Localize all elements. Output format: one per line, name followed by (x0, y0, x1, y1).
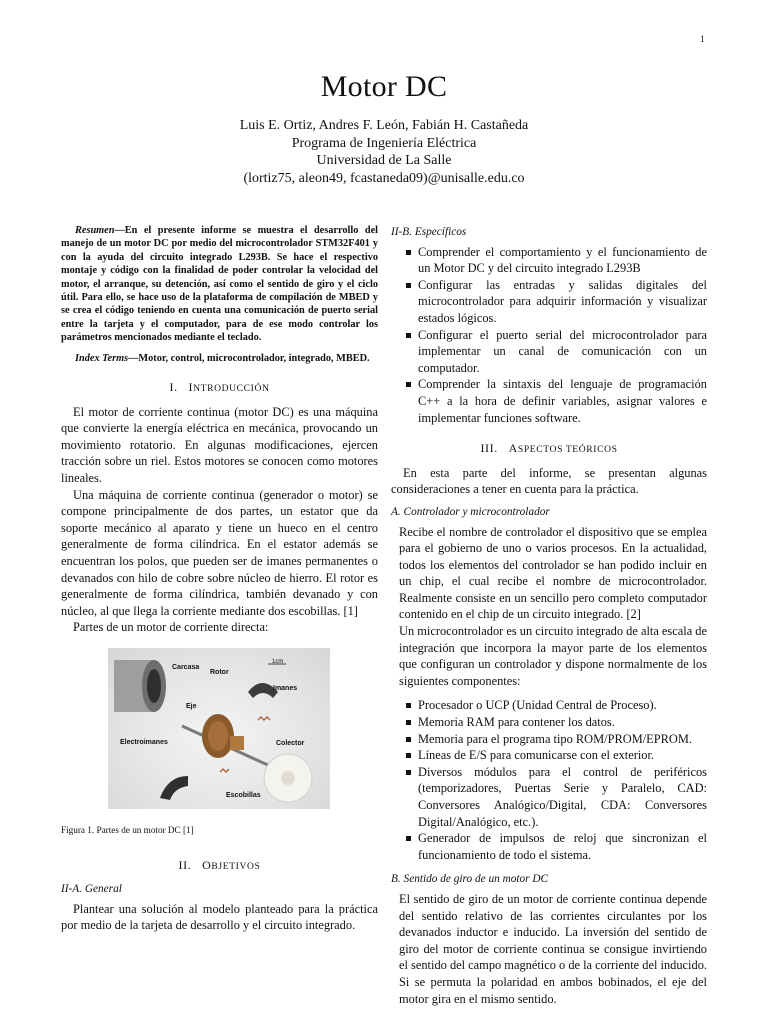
list-item (391, 697, 707, 714)
label-electroimanes: Electroimanes (120, 738, 168, 746)
label-imanes: Imanes (273, 684, 298, 692)
author-names: Luis E. Ortiz, Andres F. León, Fabián H. Castañeda (239, 118, 529, 133)
abstract (61, 224, 378, 345)
left-column (61, 224, 378, 934)
list-item-text: Generador de impulsos de reloj que sincronizan el funcionamiento de todo el sistema. (418, 831, 707, 862)
end-cap-hub (281, 771, 295, 785)
bullet-icon (406, 250, 411, 255)
list-item-text: Configurar el puerto serial del microcontrolador para implementar un canal de comunicación con un computador. (418, 327, 707, 375)
list-item (391, 747, 707, 764)
paragraph: Partes de un motor de corriente directa: (73, 620, 269, 635)
label-rotor: Rotor (210, 668, 229, 676)
section-number: I. (169, 380, 178, 395)
section-number: II. (178, 857, 192, 872)
paragraph: Una máquina de corriente continua (generador o motor) se compone principalmente de dos partes, un estator que da soporte mecánico al aparato y tiene un hueco en el centro generalmente de forma cilíndrica. En el estator además se encuentran los polos, que pueden ser de imanes permanentes o devanados con hilo de cobre sobre núcleo de hierro. El rotor es generalmente de forma cilíndrica, también devanado y con núcleo, al que llega la corriente mediante dos escobillas. [1] (61, 487, 378, 618)
paper-title: Motor DC (320, 70, 448, 103)
label-scale: 1cm (272, 658, 284, 665)
label-eje: Eje (186, 702, 197, 710)
label-colector: Colector (276, 739, 305, 747)
bullet-icon (406, 703, 411, 708)
subsection-general: II-A. General (61, 883, 122, 896)
list-item (391, 731, 707, 748)
author-block (0, 117, 768, 187)
section-title-rest: BJETIVOS (211, 860, 261, 872)
list-item-text: Configurar las entradas y salidas digitales del microcontrolador para adquirir información y visualizar estados lógicos. (418, 277, 707, 325)
section-title-rest: SPECTOS TEÓRICOS (517, 444, 618, 456)
list-item-text: Memoria RAM para contener los datos. (418, 715, 615, 730)
subsection-controlador: A. Controlador y microcontrolador (391, 505, 550, 518)
spring-1 (258, 717, 270, 720)
figure-caption: Figura 1. Partes de un motor DC [1] (61, 824, 194, 835)
list-item (391, 244, 707, 277)
paragraph: El motor de corriente continua (motor DC) es una máquina que convierte la energía eléctrica en mecánica, provocando un movimiento rotatorio. En algunas modificaciones, ejercen tracción sobre un riel. Estos motores se conocen como motores lineales. (61, 404, 378, 486)
abstract-text: —En el presente informe se muestra el desarrollo del manejo de un motor DC por medio del microcontrolador STM32F401 y con la ayuda del circuito integrado L293B. Se hace el respectivo montaje y código con la finalidad de poder controlar la velocidad del motor, el arranque, su detención, así como el sentido de giro y el ciclo útil. Para ello, se hace uso de la plataforma de compilación de MBED y se crea el código teniendo en cuenta una comunicación de puerto serial entre la tarjeta y el computador, para de ese modo controlar los parámetros mencionados mediante el teclado. (61, 225, 378, 344)
label-escobillas: Escobillas (226, 791, 261, 799)
bullet-icon (406, 770, 411, 775)
abstract-lead: Resumen (75, 225, 115, 236)
list-item (391, 830, 707, 863)
index-terms-lead: Index Terms (75, 352, 129, 364)
subsection-especificos: II-B. Específicos (391, 226, 467, 238)
list-item-text: Diversos módulos para el control de periféricos (temporizadores, Puertas Serie y Paralelo, CAD: Conversores Analógico/Digital, CDA: Conversores Digital/Analógico, etc.). (418, 764, 707, 829)
bullet-icon (406, 836, 411, 841)
author-emails: (lortiz75, aleon49, fcastaneda09)@unisalle.edu.co (243, 170, 525, 186)
rotor-core (208, 721, 228, 751)
section-heading-objetivos (61, 857, 378, 876)
bullet-icon (406, 382, 411, 387)
section-title-initial: A (508, 441, 518, 456)
list-item (391, 714, 707, 731)
list-item (391, 277, 707, 327)
motor-parts-figure (108, 648, 330, 809)
specific-objectives-list (391, 244, 707, 427)
bullet-icon (406, 737, 411, 742)
author-university: Universidad de La Salle (316, 153, 452, 168)
paragraph: Un microcontrolador es un circuito integrado de alta escala de integración que incorpora la mayor parte de los elementos que configuran un controlador y dispone normalmente de los siguientes componentes: (399, 624, 707, 688)
magnet-bottom (160, 776, 188, 800)
commutator (230, 736, 244, 750)
index-terms (61, 352, 378, 365)
section-title-initial: O (202, 857, 212, 872)
section-heading-introduccion (61, 379, 378, 398)
index-terms-text: —Motor, control, microcontrolador, integrado, MBED. (128, 352, 370, 364)
bullet-icon (406, 753, 411, 758)
author-program: Programa de Ingeniería Eléctrica (291, 135, 477, 151)
bullet-icon (406, 720, 411, 725)
right-column (391, 224, 707, 1007)
bullet-icon (406, 283, 411, 288)
page-number: 1 (700, 34, 705, 44)
list-item-text: Comprender la sintaxis del lenguaje de programación C++ a la hora de definir variables, asignar valores e implementar funciones software. (418, 377, 707, 425)
list-item-text: Procesador o UCP (Unidad Central de Proceso). (418, 698, 657, 713)
section-heading-aspectos (391, 440, 707, 459)
spring-2 (220, 769, 229, 772)
list-item (391, 376, 707, 426)
section-number: III. (480, 441, 498, 456)
components-list (391, 697, 707, 863)
bullet-icon (406, 333, 411, 338)
paragraph: El sentido de giro de un motor de corriente continua depende del sentido relativo de las corrientes circulantes por los devanados inductor e inducido. La inversión del sentido de giro del motor de corriente continua se consigue invirtiendo el sentido del campo magnético o de la corriente del inducido. Si se permuta la polaridad en ambos bobinados, el eje del motor gira en el mismo sentido. (399, 891, 707, 1006)
subsection-sentido-giro: B. Sentido de giro de un motor DC (391, 873, 549, 886)
housing-opening (147, 669, 161, 703)
paragraph: En esta parte del informe, se presentan algunas consideraciones a tener en cuenta para la práctica. (391, 465, 707, 497)
paragraph: Plantear una solución al modelo planteado para la práctica por medio de la tarjeta de desarrollo y el circuito integrado. (61, 901, 378, 933)
paragraph: Recibe el nombre de controlador el dispositivo que se emplea para el gobierno de uno o varios procesos. En la actualidad, todos los elementos del controlador se han podido incluir en un chip, el cual recibe el nombre de microcontrolador. Realmente consiste en un sencillo pero completo computador contenido en el chip de un circuito integrado. [2] (399, 524, 707, 622)
list-item-text: Comprender el comportamiento y el funcionamiento de un Motor DC y del circuito integrado L293B (418, 244, 707, 276)
list-item (391, 327, 707, 377)
list-item (391, 764, 707, 830)
label-carcasa: Carcasa (172, 663, 200, 671)
section-title-initial: I (188, 380, 194, 395)
list-item-text: Memoria para el programa tipo ROM/PROM/EPROM. (418, 731, 692, 746)
section-title-rest: NTRODUCCIÓN (193, 383, 270, 395)
list-item-text: Líneas de E/S para comunicarse con el exterior. (418, 748, 655, 763)
